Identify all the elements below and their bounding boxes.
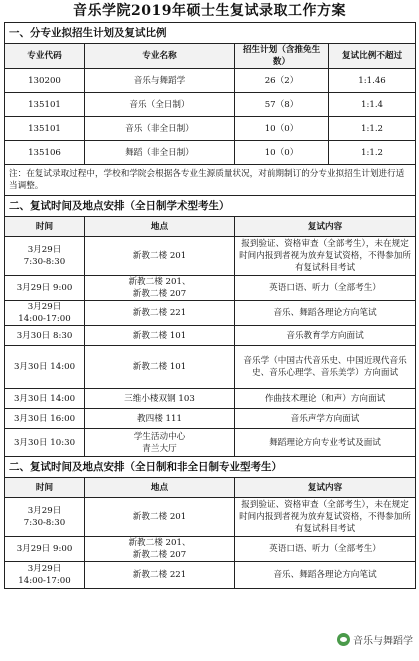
- cell-ratio: 1:1.2: [329, 117, 416, 141]
- cell-ratio: 1:1.2: [329, 141, 416, 165]
- section-heading: [5, 457, 416, 478]
- cell-code: 135101: [5, 93, 85, 117]
- schedule-row: [5, 562, 416, 589]
- cell-location: 新教二楼 221: [85, 562, 235, 589]
- cell-time: 3月30日 10:30: [5, 429, 85, 457]
- header-cell: 时间: [5, 478, 85, 498]
- table-header-row: [5, 44, 416, 69]
- table-row: [5, 93, 416, 117]
- schedule-row: [5, 346, 416, 389]
- header-cell: 复试比例不超过: [329, 44, 416, 69]
- cell-major: 舞蹈（非全日制）: [85, 141, 235, 165]
- cell-content: 报到验证、资格审查（全部考生），未在规定时间内报到者视为放弃复试资格，不得参加所有复试科目考试: [235, 498, 416, 537]
- schedule-row: [5, 237, 416, 276]
- note-text: 注：在复试录取过程中，学校和学院会根据各专业生源质量状况，对前期制订的分专业拟招生计划进行适当调整。: [5, 165, 416, 196]
- cell-plan: 10（0）: [235, 141, 329, 165]
- wechat-icon: [337, 633, 350, 646]
- cell-location: 新教二楼 201、 新教二楼 207: [85, 537, 235, 562]
- section-heading-text: 一、分专业拟招生计划及复试比例: [5, 23, 416, 44]
- schedule-row: [5, 429, 416, 457]
- cell-content: 舞蹈理论方向专业考试及面试: [235, 429, 416, 457]
- table-row: [5, 69, 416, 93]
- watermark-text: 音乐与舞蹈学: [353, 636, 413, 647]
- cell-location: 新教二楼 221: [85, 301, 235, 326]
- cell-time: 3月29日 9:00: [5, 537, 85, 562]
- cell-time: 3月30日 8:30: [5, 326, 85, 346]
- cell-content: 音乐、舞蹈各理论方向笔试: [235, 301, 416, 326]
- cell-time: 3月29日 7:30-8:30: [5, 498, 85, 537]
- table-header-row: [5, 478, 416, 498]
- cell-location: 学生活动中心 青兰大厅: [85, 429, 235, 457]
- cell-major: 音乐（全日制）: [85, 93, 235, 117]
- cell-ratio: 1:1.46: [329, 69, 416, 93]
- header-cell: 复试内容: [235, 217, 416, 237]
- cell-major: 音乐与舞蹈学: [85, 69, 235, 93]
- header-cell: 招生计划（含推免生数）: [235, 44, 329, 69]
- cell-location: 教四楼 111: [85, 409, 235, 429]
- cell-content: 音乐教育学方向面试: [235, 326, 416, 346]
- cell-time: 3月29日 14:00-17:00: [5, 301, 85, 326]
- cell-code: 135101: [5, 117, 85, 141]
- table-header-row: [5, 217, 416, 237]
- cell-content: 音乐学（中国古代音乐史、中国近现代音乐史、音乐心理学、音乐美学）方向面试: [235, 346, 416, 389]
- cell-location: 新教二楼 101: [85, 326, 235, 346]
- watermark: [337, 632, 413, 647]
- main-table: [4, 22, 416, 589]
- cell-content: 音乐、舞蹈各理论方向笔试: [235, 562, 416, 589]
- cell-content: 英语口语、听力（全部考生）: [235, 276, 416, 301]
- header-cell: 地点: [85, 217, 235, 237]
- schedule-row: [5, 537, 416, 562]
- section-heading-text: 二、复试时间及地点安排（全日制学术型考生）: [5, 196, 416, 217]
- header-cell: 复试内容: [235, 478, 416, 498]
- cell-content: 音乐声学方向面试: [235, 409, 416, 429]
- cell-major: 音乐（非全日制）: [85, 117, 235, 141]
- cell-location: 三维小楼双钢 103: [85, 389, 235, 409]
- schedule-row: [5, 498, 416, 537]
- cell-content: 英语口语、听力（全部考生）: [235, 537, 416, 562]
- schedule-row: [5, 301, 416, 326]
- cell-time: 3月30日 14:00: [5, 389, 85, 409]
- cell-location: 新教二楼 201: [85, 498, 235, 537]
- cell-plan: 26（2）: [235, 69, 329, 93]
- header-cell: 地点: [85, 478, 235, 498]
- cell-location: 新教二楼 101: [85, 346, 235, 389]
- cell-ratio: 1:1.4: [329, 93, 416, 117]
- table-row: [5, 141, 416, 165]
- header-cell: 时间: [5, 217, 85, 237]
- schedule-row: [5, 409, 416, 429]
- cell-time: 3月29日 9:00: [5, 276, 85, 301]
- cell-time: 3月30日 14:00: [5, 346, 85, 389]
- note-row: [5, 165, 416, 196]
- cell-time: 3月29日 7:30-8:30: [5, 237, 85, 276]
- cell-code: 135106: [5, 141, 85, 165]
- cell-location: 新教二楼 201: [85, 237, 235, 276]
- schedule-row: [5, 326, 416, 346]
- header-cell: 专业代码: [5, 44, 85, 69]
- cell-location: 新教二楼 201、 新教二楼 207: [85, 276, 235, 301]
- cell-code: 130200: [5, 69, 85, 93]
- table-row: [5, 117, 416, 141]
- section-heading: [5, 23, 416, 44]
- cell-plan: 10（0）: [235, 117, 329, 141]
- cell-time: 3月30日 16:00: [5, 409, 85, 429]
- header-cell: 专业名称: [85, 44, 235, 69]
- schedule-row: [5, 389, 416, 409]
- cell-content: 报到验证、资格审查（全部考生），未在规定时间内报到者视为放弃复试资格，不得参加所有复试科目考试: [235, 237, 416, 276]
- page-title: 音乐学院2019年硕士生复试录取工作方案: [73, 3, 346, 19]
- section-heading-text: 二、复试时间及地点安排（全日制和非全日制专业型考生）: [5, 457, 416, 478]
- section-heading: [5, 196, 416, 217]
- cell-content: 作曲技术理论（和声）方向面试: [235, 389, 416, 409]
- cell-plan: 57（8）: [235, 93, 329, 117]
- cell-time: 3月29日 14:00-17:00: [5, 562, 85, 589]
- schedule-row: [5, 276, 416, 301]
